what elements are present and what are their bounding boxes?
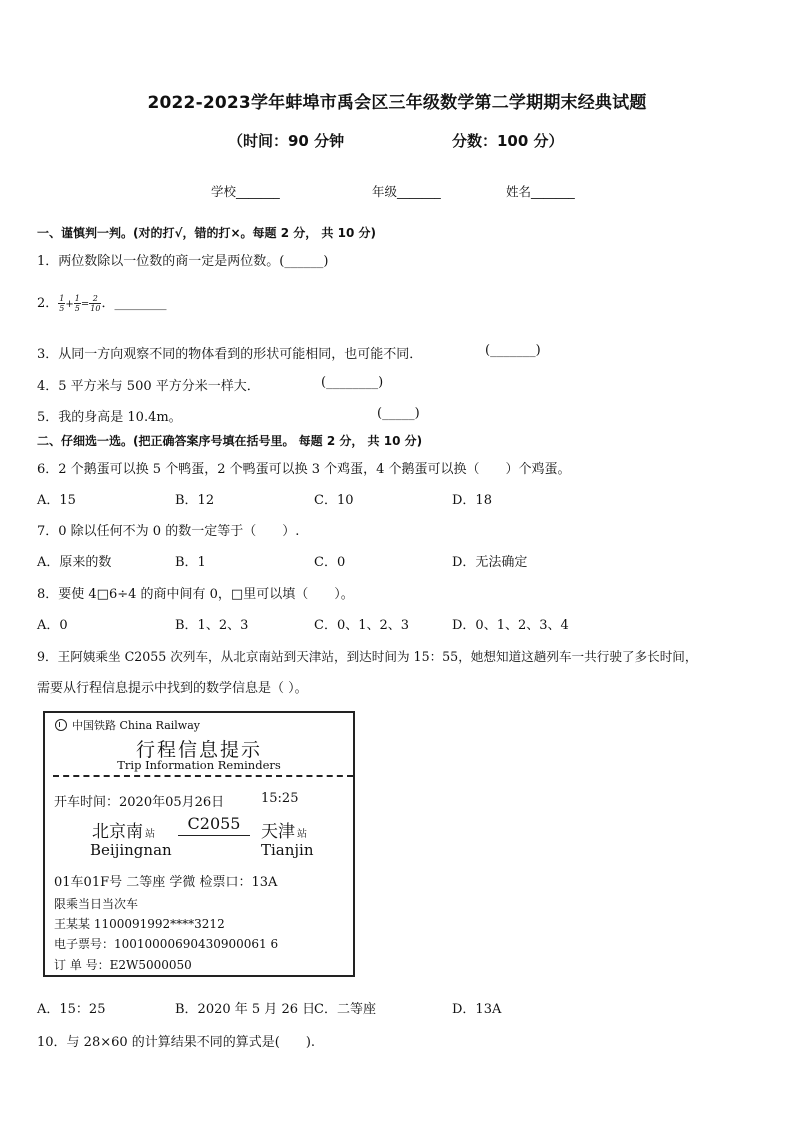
q7-option-b: B．1 (175, 555, 206, 570)
q6-option-d: D．18 (452, 493, 492, 508)
ticket-passenger: 王某某 1100091992****3212 (54, 917, 225, 931)
ticket-depart-label: 开车时间：2020年05月26日 (54, 795, 225, 810)
question-3-blank: (_______) (485, 343, 541, 358)
ticket-divider (53, 775, 353, 777)
question-3: 3．从同一方向观察不同的物体看到的形状可能相同，也可能不同． (37, 347, 423, 362)
q8-option-a: A．0 (37, 618, 68, 633)
ticket-from-station (92, 817, 155, 842)
q9-option-a: A．15：25 (37, 1002, 106, 1017)
fraction-1-den: 5 (59, 304, 65, 313)
ticket-from-suffix: 站 (145, 829, 155, 840)
q8-option-c: C．0、1、2、3 (314, 618, 410, 633)
section-2-heading: 二、仔细选一选。(把正确答案序号填在括号里。 每题 2 分， 共 10 分) (37, 434, 423, 448)
exam-time: （时间：90 分钟 (228, 132, 345, 150)
q8-option-b: B．1、2、3 (175, 618, 249, 633)
fraction-2-num: 1 (74, 294, 80, 303)
ticket-title-cn: 行程信息提示 (135, 739, 262, 761)
question-2-blank: ．________ (101, 296, 167, 311)
school-field[interactable]: 学校_______ (211, 184, 280, 199)
question-1: 1．两位数除以一位数的商一定是两位数。(______) (37, 254, 329, 269)
ticket-eticket-number: 电子票号：10010000690430900061 6 (54, 937, 279, 951)
question-2 (37, 292, 166, 313)
question-9-line-2: 需要从行程信息提示中找到的数学信息是（ ）。 (37, 681, 308, 696)
fraction-1-num: 1 (59, 294, 65, 303)
q6-option-a: A．15 (37, 493, 76, 508)
ticket-to-suffix: 站 (297, 829, 307, 840)
q7-option-a: A．原来的数 (37, 555, 112, 570)
ticket-brand: 中国铁路 China Railway (72, 719, 200, 732)
question-4-blank: (________) (321, 375, 384, 390)
name-field[interactable]: 姓名_______ (506, 184, 575, 199)
ticket-to-cn: 天津 (261, 822, 295, 842)
question-6: 6．2 个鹅蛋可以换 5 个鸭蛋，2 个鸭蛋可以换 3 个鸡蛋，4 个鹅蛋可以换（ ）个鸡蛋。 (37, 462, 571, 477)
plus-sign: + (65, 299, 74, 310)
question-5-blank: (_____) (377, 406, 420, 421)
question-8: 8．要使 4□6÷4 的商中间有 0，□里可以填（ ）。 (37, 587, 354, 602)
page-title: 2022-2023学年蚌埠市禹会区三年级数学第二学期期末经典试题 (147, 93, 647, 113)
fraction-2-den: 5 (74, 304, 80, 313)
ticket-to-en: Tianjin (261, 841, 314, 859)
ticket-limit: 限乘当日当次车 (54, 897, 139, 911)
equals-sign: = (80, 299, 90, 310)
trip-info-ticket (43, 711, 355, 977)
fraction-3-den: 10 (90, 304, 101, 313)
ticket-title-en: Trip Information Reminders (117, 758, 281, 772)
section-1-heading: 一、谨慎判一判。(对的打√，错的打×。每题 2 分， 共 10 分) (37, 226, 376, 240)
q9-option-b: B．2020 年 5 月 26 日 (175, 1002, 316, 1017)
ticket-from-en: Beijingnan (90, 841, 172, 859)
ticket-from-cn: 北京南 (92, 822, 143, 842)
question-4: 4．5 平方米与 500 平方分米一样大． (37, 379, 260, 394)
q9-option-d: D．13A (452, 1002, 502, 1017)
q7-option-c: C．0 (314, 555, 346, 570)
q6-option-c: C．10 (314, 493, 354, 508)
q6-option-b: B．12 (175, 493, 215, 508)
q8-option-d: D．0、1、2、3、4 (452, 618, 569, 633)
grade-field[interactable]: 年级_______ (372, 184, 441, 199)
question-7: 7．0 除以任何不为 0 的数一定等于（ ）. (37, 524, 300, 539)
fraction-2 (74, 294, 81, 313)
question-2-prefix: 2． (37, 296, 59, 311)
ticket-order-number: 订 单 号：E2W5000050 (54, 958, 192, 972)
ticket-train-number: C2055 (178, 814, 250, 836)
q9-option-c: C．二等座 (314, 1002, 376, 1017)
china-railway-logo-icon (55, 719, 67, 731)
q7-option-d: D．无法确定 (452, 555, 528, 570)
exam-score: 分数：100 分） (452, 132, 564, 150)
question-5: 5．我的身高是 10.4m。 (37, 410, 182, 425)
fraction-3-num: 2 (89, 294, 101, 304)
ticket-seat-line: 01车01F号 二等座 学微 检票口：13A (54, 875, 278, 890)
question-9-line-1: 9．王阿姨乘坐 C2055 次列车，从北京南站到天津站，到达时间为 15：55，她想知道这趟列车一共行驶了多长时间， (37, 649, 698, 664)
ticket-depart-time: 15:25 (261, 791, 299, 806)
fraction-3 (89, 294, 101, 313)
ticket-to-station (261, 817, 307, 842)
question-10: 10．与 28×60 的计算结果不同的算式是( ). (37, 1035, 316, 1050)
